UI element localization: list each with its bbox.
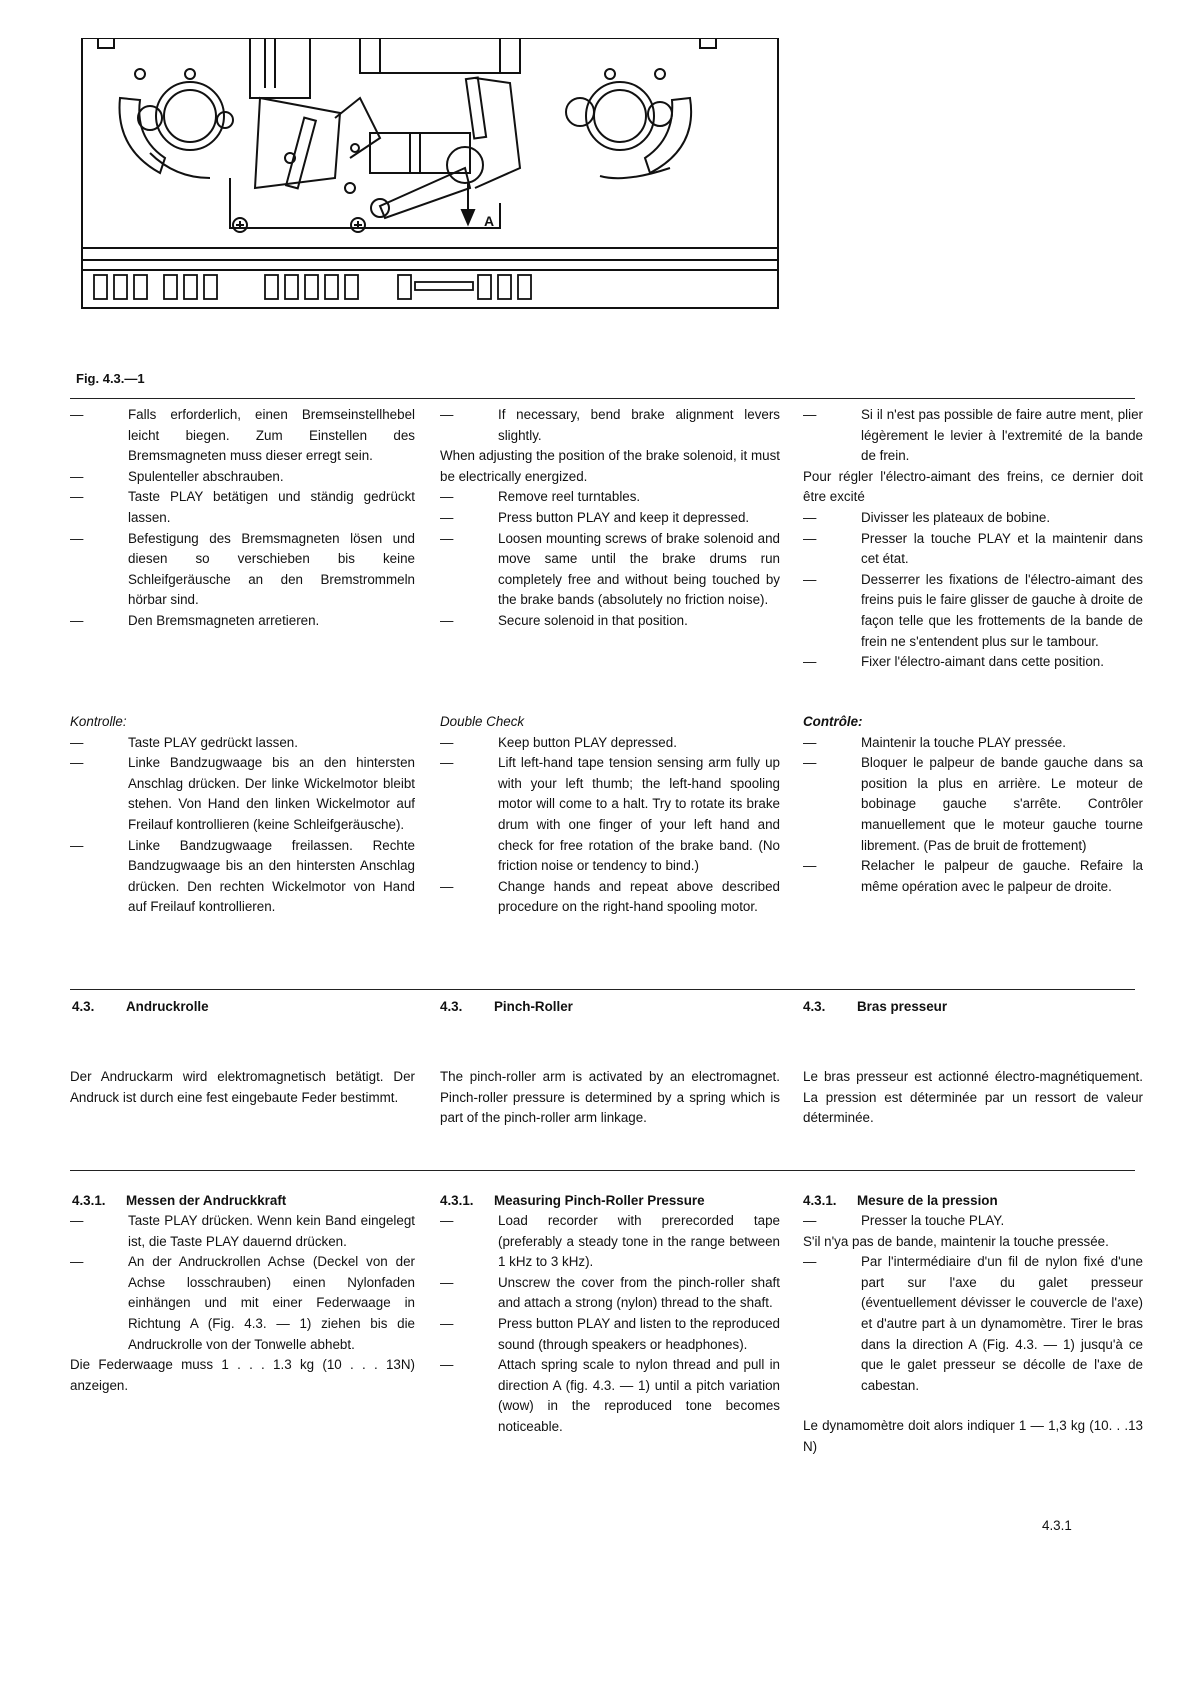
check-fr-1: — Maintenir la touche PLAY pressée.: [803, 734, 1066, 750]
de-step-2: — Spulenteller abschrauben.: [70, 468, 284, 484]
check-de: [70, 712, 415, 918]
de-step-3: — Taste PLAY betätigen und ständig gedrückt lassen.: [70, 489, 415, 525]
sec431-body-en: [440, 1211, 780, 1438]
sec431-de-3: Die Federwaage muss 1 . . . 1.3 kg (10 . . . 13N) anzeigen.: [70, 1357, 415, 1393]
fr-step-5: — Fixer l'électro-aimant dans cette position.: [803, 654, 1104, 670]
check-de-2: — Linke Bandzugwaage bis an den hintersten Anschlag drücken. Der linke Wickelmotor bleibt stehen. Von Hand den linken Wickelmotor auf Freilauf kontrollieren (keine Schleifgeräusche).: [70, 755, 415, 832]
check-de-1: — Taste PLAY gedrückt lassen.: [70, 734, 298, 750]
fr-step-4: — Desserrer les fixations de l'électro-aimant des freins puis le faire glisser de gauche à droite de façon telle que les frottements de la bande de frein ne s'entendent plus sur le tambour.: [803, 571, 1143, 649]
sec431-body-fr: [803, 1211, 1143, 1458]
check-fr-3: — Relacher le palpeur de gauche. Refaire la même opération avec le palpeur de droite.: [803, 858, 1143, 894]
sec43-body-en: The pinch-roller arm is activated by an electromagnet. Pinch-roller pressure is determined by a spring which is part of the pinch-roller arm linkage.: [440, 1069, 780, 1126]
en-note: When adjusting the position of the brake solenoid, it must be electrically energized.: [440, 448, 780, 484]
figure-callout-a: A: [484, 213, 495, 229]
sec431-fr-3: — Par l'intermédiaire d'un fil de nylon fixé d'une part sur l'axe du galet presseur (éventuellement dévisser le couvercle de l'axe) et d'autre part à un dynamomètre. Tirer le bras dans la direction A (Fig. 4.3. — 1) jusqu'à ce que le galet presseur se décolle de l'axe de cabestan.: [803, 1254, 1143, 1393]
check-fr: [803, 712, 1143, 897]
sec431-fr-2: S'il n'ya pas de bande, maintenir la touche pressée.: [803, 1233, 1109, 1249]
figure-caption: Fig. 4.3.—1: [76, 371, 145, 386]
check-de-3: — Linke Bandzugwaage freilassen. Rechte Bandzugwaage bis an den hintersten Anschlag drücken. Den rechten Wickelmotor von Hand auf Freilauf kontrollieren.: [70, 837, 415, 915]
check-de-heading: Kontrolle:: [70, 714, 127, 729]
sec431-en-1: — Load recorder with prerecorded tape (preferably a steady tone in the range between 1 kHz to 3 kHz).: [440, 1213, 780, 1270]
brake-adjust-en: [440, 405, 780, 632]
en-step-3: — Press button PLAY and keep it depressed.: [440, 509, 750, 525]
rule-sec43: [70, 989, 1135, 990]
fr-step-1: — Si il n'est pas possible de faire autre ment, plier légèrement le levier à l'extremité de la bande de frein.: [803, 407, 1143, 464]
sec43-heading-de: 4.3. Andruckrolle: [72, 999, 209, 1014]
sec431-heading-fr: 4.3.1. Mesure de la pression: [803, 1193, 998, 1208]
sec431-en-3: — Press button PLAY and listen to the reproduced sound (through speakers or headphones).: [440, 1315, 780, 1352]
brake-adjust-de: [70, 405, 415, 632]
en-step-1: — If necessary, bend brake alignment levers slightly.: [440, 407, 780, 443]
de-step-1: — Falls erforderlich, einen Bremseinstellhebel leicht biegen. Zum Einstellen des Bremsmagneten muss dieser erregt sein.: [70, 407, 415, 464]
check-en-2: — Lift left-hand tape tension sensing arm fully up with your left thumb; the left-hand spooling motor will come to a halt. Try to rotate its brake drum with one finger of your left hand and check for free rotation of the brake band. (No friction noise or tendency to bind.): [440, 755, 780, 874]
fr-note: Pour régler l'électro-aimant des freins, ce dernier doit être excité: [803, 468, 1143, 505]
en-step-2: — Remove reel turntables.: [440, 489, 641, 505]
sec431-de-2: — An der Andruckrollen Achse (Deckel von der Achse losschrauben) einen Nylonfaden einhängen und mit einer Federwaage in Richtung A (Fig. 4.3. — 1) ziehen bis die Andruckrolle von der Tonwelle abhebt.: [70, 1254, 415, 1352]
brake-adjust-fr: [803, 405, 1143, 673]
sec431-en-2: — Unscrew the cover from the pinch-roller shaft and attach a strong (nylon) thread to the shaft.: [440, 1274, 780, 1311]
sec431-fr-1: — Presser la touche PLAY.: [803, 1213, 1005, 1228]
page-number: 4.3.1: [1042, 1518, 1072, 1533]
rule-top: [70, 398, 1135, 399]
sec431-heading-de: 4.3.1. Messen der Andruckkraft: [72, 1193, 287, 1208]
en-step-4: — Loosen mounting screws of brake solenoid and move same until the brake drums run completely free and without being touched by the brake bands (absolutely no friction noise).: [440, 530, 780, 608]
check-en-3: — Change hands and repeat above described procedure on the right-hand spooling motor.: [440, 878, 780, 915]
sec43-heading-en: 4.3. Pinch-Roller: [440, 999, 573, 1014]
sec43-body-fr: Le bras presseur est actionné électro-magnétiquement. La pression est déterminée par un ressort de valeur déterminée.: [803, 1069, 1143, 1126]
check-fr-2: — Bloquer le palpeur de bande gauche dans sa position la plus en arrière. Le moteur de bobinage gauche s'arrête. Contrôler manuellement que le moteur gauche tourne librement. (Pas de bruit de frottement): [803, 755, 1143, 853]
de-step-4: — Befestigung des Bremsmagneten lösen und diesen so verschieben bis keine Schleifgeräusche an den Bremstrommeln hörbar sind.: [70, 530, 415, 608]
right-reel: [566, 69, 691, 178]
check-en: [440, 712, 780, 918]
fr-step-3: — Presser la touche PLAY et la maintenir dans cet état.: [803, 530, 1143, 567]
check-fr-heading: Contrôle:: [803, 714, 863, 729]
left-reel: [120, 69, 234, 178]
figure-tape-deck-diagram: [80, 38, 780, 313]
fr-step-2: — Divisser les plateaux de bobine.: [803, 509, 1051, 525]
sec431-en-4: — Attach spring scale to nylon thread and pull in direction A (fig. 4.3. — 1) until a pitch variation (wow) in the reproduced tone becomes noticeable.: [440, 1357, 780, 1434]
sec431-heading-en: 4.3.1. Measuring Pinch-Roller Pressure: [440, 1193, 705, 1208]
sec431-de-1: — Taste PLAY drücken. Wenn kein Band eingelegt ist, die Taste PLAY dauernd drücken.: [70, 1213, 415, 1249]
en-step-5: — Secure solenoid in that position.: [440, 612, 688, 628]
sec431-fr-result: Le dynamomètre doit alors indiquer 1 — 1,3 kg (10. . .13 N): [803, 1418, 1143, 1454]
sec43-body-de: Der Andruckarm wird elektromagnetisch betätigt. Der Andruck ist durch eine fest eingebaute Feder bestimmt.: [70, 1069, 415, 1105]
sec43-heading-fr: 4.3. Bras presseur: [803, 999, 948, 1014]
check-en-heading: Double Check: [440, 714, 525, 729]
check-en-1: — Keep button PLAY depressed.: [440, 734, 677, 750]
rule-sec431: [70, 1170, 1135, 1171]
de-step-5: — Den Bremsmagneten arretieren.: [70, 612, 320, 628]
sec431-body-de: [70, 1211, 415, 1396]
